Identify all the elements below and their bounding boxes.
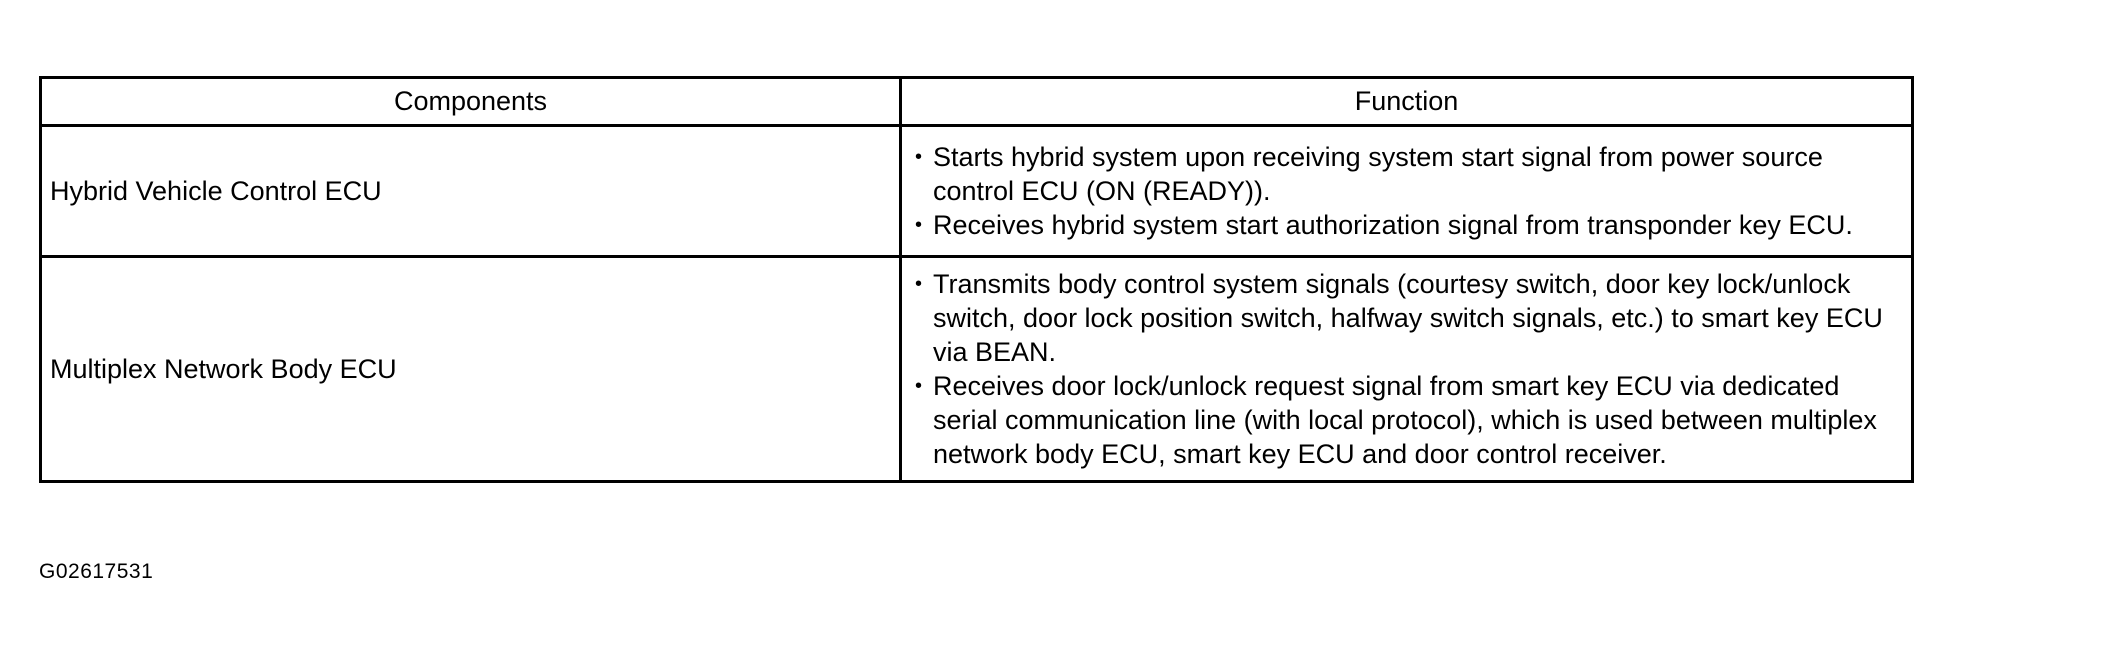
header-components: Components xyxy=(41,78,901,126)
function-description xyxy=(901,257,1913,482)
function-list xyxy=(915,267,1901,471)
function-description xyxy=(901,126,1913,257)
table-row xyxy=(41,126,1913,257)
bullet-icon: • xyxy=(915,146,923,168)
function-item xyxy=(915,267,1901,369)
function-text: Transmits body control system signals (courtesy switch, door key lock/unlock switch, door lock position switch, halfway switch signals, etc.) to smart key ECU via BEAN. xyxy=(933,269,1883,367)
function-item xyxy=(915,208,1901,242)
function-item xyxy=(915,369,1901,471)
component-name: Multiplex Network Body ECU xyxy=(41,257,901,482)
component-name: Hybrid Vehicle Control ECU xyxy=(41,126,901,257)
function-text: Receives door lock/unlock request signal from smart key ECU via dedicated serial communication line (with local protocol), which is used between multiplex network body ECU, smart key ECU and door control receiver. xyxy=(933,371,1877,469)
function-text: Receives hybrid system start authorization signal from transponder key ECU. xyxy=(933,210,1853,240)
bullet-icon: • xyxy=(915,273,923,295)
bullet-icon: • xyxy=(915,214,923,236)
function-text: Starts hybrid system upon receiving system start signal from power source control ECU (ON (READY)). xyxy=(933,142,1823,206)
component-function-table xyxy=(39,76,1914,483)
figure-id: G02617531 xyxy=(39,560,154,583)
function-item xyxy=(915,140,1901,208)
table-row xyxy=(41,257,1913,482)
bullet-icon: • xyxy=(915,375,923,397)
table-header-row xyxy=(41,78,1913,126)
function-list xyxy=(915,140,1901,242)
header-function: Function xyxy=(901,78,1913,126)
